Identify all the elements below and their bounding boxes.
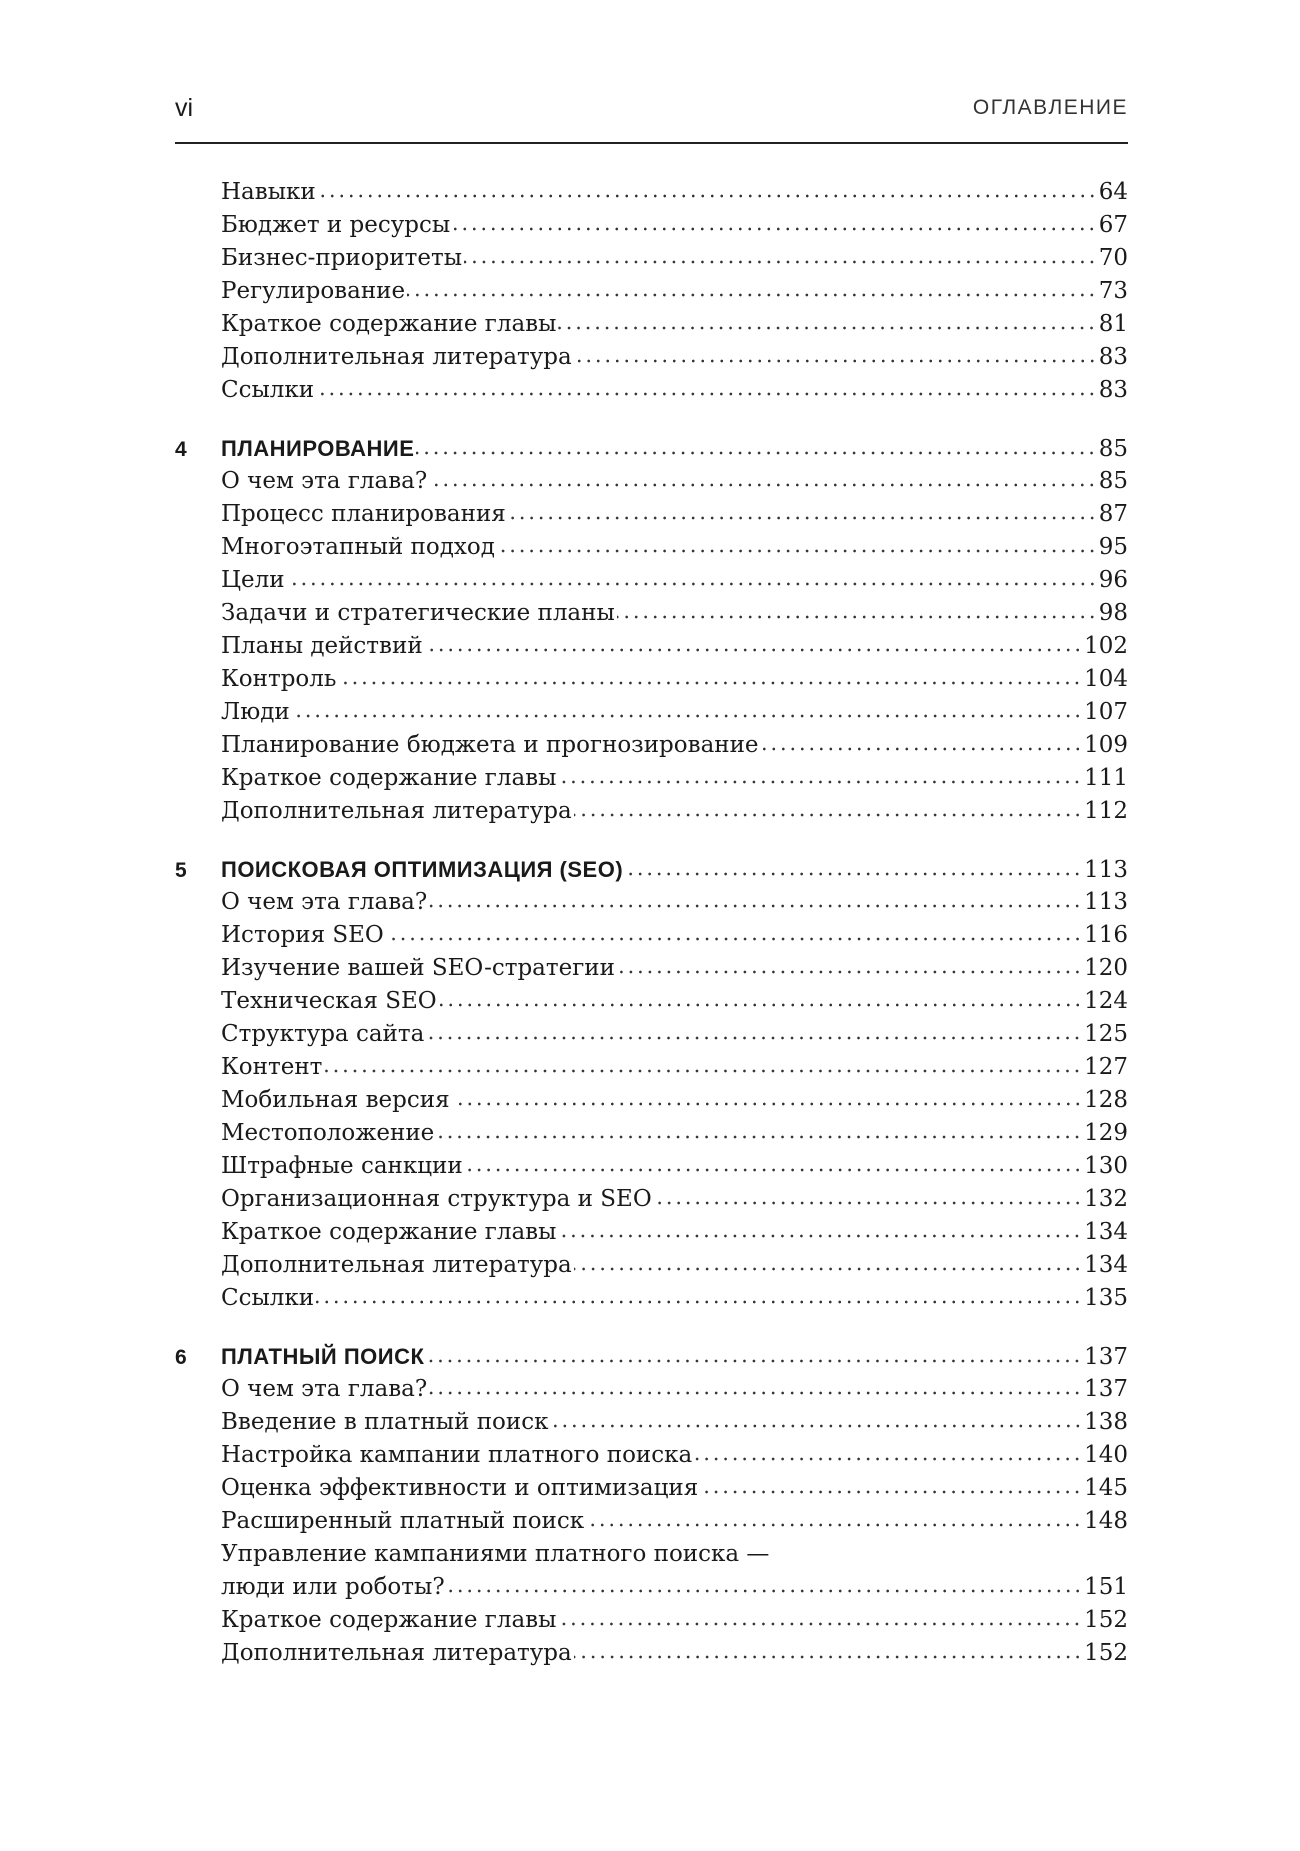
- dot-leader: [318, 194, 1097, 198]
- toc-group: [175, 853, 1128, 1315]
- dot-leader: [508, 516, 1097, 520]
- dot-leader: [464, 260, 1097, 264]
- toc-entry[interactable]: [175, 176, 1128, 209]
- toc-entry[interactable]: [175, 209, 1128, 242]
- toc-group: [175, 1340, 1128, 1670]
- toc-entry[interactable]: [175, 465, 1128, 498]
- entry-title: Дополнительная литература: [221, 344, 572, 370]
- toc-entry[interactable]: [175, 886, 1128, 919]
- dot-leader: [316, 1300, 1082, 1304]
- entry-title: Местоположение: [221, 1120, 435, 1146]
- toc-entry[interactable]: [175, 1084, 1128, 1117]
- entry-title: Люди: [221, 699, 290, 725]
- entry-title: Контент: [221, 1054, 323, 1080]
- dot-leader: [558, 1234, 1082, 1238]
- toc-entry[interactable]: [175, 564, 1128, 597]
- toc-entry[interactable]: [175, 1637, 1128, 1670]
- toc-entry[interactable]: [175, 696, 1128, 729]
- page-number: 73: [1098, 278, 1128, 304]
- page-number: 134: [1084, 1219, 1128, 1245]
- entry-title: Процесс планирования: [221, 501, 506, 527]
- page-number: 107: [1084, 699, 1128, 725]
- entry-title: Введение в платный поиск: [221, 1409, 549, 1435]
- dot-leader: [586, 1523, 1082, 1527]
- dot-leader: [452, 1102, 1083, 1106]
- dot-leader: [574, 1267, 1082, 1271]
- toc-entry[interactable]: [175, 952, 1128, 985]
- dot-leader: [425, 648, 1082, 652]
- dot-leader: [429, 904, 1082, 908]
- dot-leader: [439, 1003, 1083, 1007]
- entry-title: ПЛАНИРОВАНИЕ: [221, 436, 415, 461]
- running-title: ОГЛАВЛЕНИЕ: [972, 96, 1128, 119]
- dot-leader: [558, 1622, 1082, 1626]
- page-number: 135: [1084, 1285, 1128, 1311]
- entry-title: ПЛАТНЫЙ ПОИСК: [221, 1344, 425, 1369]
- toc-entry[interactable]: [175, 374, 1128, 407]
- dot-leader: [574, 813, 1082, 817]
- page-number: 134: [1084, 1252, 1128, 1278]
- chapter-number: 6: [175, 1346, 187, 1369]
- dot-leader: [287, 582, 1097, 586]
- entry-title: Расширенный платный поиск: [221, 1508, 585, 1534]
- page-number: 67: [1098, 212, 1128, 238]
- page-number: 145: [1084, 1475, 1128, 1501]
- toc-entry[interactable]: [175, 729, 1128, 762]
- dot-leader: [386, 937, 1082, 941]
- toc-group: [175, 176, 1128, 407]
- page-header: [175, 94, 1128, 124]
- toc-entry[interactable]: [175, 1117, 1128, 1150]
- entry-title: Краткое содержание главы: [221, 311, 557, 337]
- page-number: 113: [1084, 889, 1128, 915]
- entry-title: Настройка кампании платного поиска: [221, 1442, 693, 1468]
- dot-leader: [436, 1135, 1082, 1139]
- page-number: 138: [1084, 1409, 1128, 1435]
- entry-title: Многоэтапный подход: [221, 534, 495, 560]
- toc-entry[interactable]: [175, 1018, 1128, 1051]
- page-number: 116: [1084, 922, 1128, 948]
- dot-leader: [416, 451, 1096, 455]
- toc-entry[interactable]: [175, 1373, 1128, 1406]
- dot-leader: [654, 1201, 1082, 1205]
- toc-entry[interactable]: [175, 1505, 1128, 1538]
- entry-title: Краткое содержание главы: [221, 1219, 557, 1245]
- chapter-number: 5: [175, 859, 187, 882]
- entry-title: Планирование бюджета и прогнозирование: [221, 732, 759, 758]
- page-number: 152: [1084, 1640, 1128, 1666]
- entry-title: О чем эта глава?: [221, 1376, 428, 1402]
- dot-leader: [574, 359, 1097, 363]
- page-number: 87: [1098, 501, 1128, 527]
- toc-entry[interactable]: [175, 762, 1128, 795]
- page-number: 132: [1084, 1186, 1128, 1212]
- toc-entry[interactable]: [175, 795, 1128, 828]
- entry-title: ПОИСКОВАЯ ОПТИМИЗАЦИЯ (SEO): [221, 857, 624, 882]
- dot-leader: [407, 293, 1097, 297]
- page-number: 137: [1084, 1344, 1128, 1370]
- entry-title: О чем эта глава?: [221, 889, 428, 915]
- dot-leader: [338, 681, 1082, 685]
- entry-title: Регулирование: [221, 278, 406, 304]
- entry-title: Ссылки: [221, 1285, 315, 1311]
- dot-leader: [625, 872, 1082, 876]
- dot-leader: [429, 483, 1097, 487]
- entry-title: Штрафные санкции: [221, 1153, 463, 1179]
- page-number: 70: [1098, 245, 1128, 271]
- toc-entry-line1[interactable]: Управление кампаниями платного поиска —: [221, 1541, 770, 1567]
- toc-entry[interactable]: [175, 1604, 1128, 1637]
- entry-title: Техническая SEO: [221, 988, 437, 1014]
- entry-title: Оценка эффективности и оптимизация: [221, 1475, 699, 1501]
- dot-leader: [429, 1391, 1082, 1395]
- entry-title: Краткое содержание главы: [221, 1607, 557, 1633]
- entry-title: Планы действий: [221, 633, 423, 659]
- page-number: 83: [1098, 344, 1128, 370]
- page-number: 102: [1084, 633, 1128, 659]
- entry-title: Бюджет и ресурсы: [221, 212, 451, 238]
- page-number: 112: [1084, 798, 1128, 824]
- entry-title: О чем эта глава?: [221, 468, 428, 494]
- toc-entry[interactable]: [175, 1406, 1128, 1439]
- page-number: 151: [1084, 1574, 1128, 1600]
- entry-title: Контроль: [221, 666, 337, 692]
- page-number: 128: [1084, 1087, 1128, 1113]
- page-number: 64: [1098, 179, 1128, 205]
- dot-leader: [452, 227, 1097, 231]
- entry-title: Навыки: [221, 179, 316, 205]
- dot-leader: [324, 1069, 1082, 1073]
- page-number: 96: [1098, 567, 1128, 593]
- toc-entry[interactable]: [175, 341, 1128, 374]
- page-number: 130: [1084, 1153, 1128, 1179]
- dot-leader: [574, 1655, 1082, 1659]
- entry-title: люди или роботы?: [221, 1574, 445, 1600]
- page-number: 137: [1084, 1376, 1128, 1402]
- page-number: 125: [1084, 1021, 1128, 1047]
- page-number: 113: [1084, 857, 1128, 883]
- page-number: 85: [1098, 436, 1128, 462]
- page-number: 85: [1098, 468, 1128, 494]
- toc-entry[interactable]: [175, 1571, 1128, 1604]
- dot-leader: [497, 549, 1097, 553]
- toc-entry[interactable]: [175, 1472, 1128, 1505]
- entry-title: Ссылки: [221, 377, 315, 403]
- chapter-number: 4: [175, 438, 187, 461]
- dot-leader: [551, 1424, 1083, 1428]
- entry-title: Бизнес-приоритеты: [221, 245, 463, 271]
- entry-title: Дополнительная литература: [221, 1252, 572, 1278]
- toc-entry[interactable]: [175, 308, 1128, 341]
- dot-leader: [617, 970, 1082, 974]
- chapter-heading[interactable]: [175, 432, 1128, 465]
- page-number: 124: [1084, 988, 1128, 1014]
- page-number: 140: [1084, 1442, 1128, 1468]
- entry-title: Дополнительная литература: [221, 1640, 572, 1666]
- toc-entry[interactable]: [175, 531, 1128, 564]
- dot-leader: [292, 714, 1082, 718]
- page-number: 129: [1084, 1120, 1128, 1146]
- page-number: 98: [1098, 600, 1128, 626]
- entry-title: Дополнительная литература: [221, 798, 572, 824]
- page-number: 127: [1084, 1054, 1128, 1080]
- header-rule: [175, 142, 1128, 144]
- page-number: vi: [175, 94, 194, 122]
- page-number: 148: [1084, 1508, 1128, 1534]
- dot-leader: [761, 747, 1083, 751]
- page-number: 104: [1084, 666, 1128, 692]
- entry-title: История SEO: [221, 922, 384, 948]
- toc-entry[interactable]: [175, 1216, 1128, 1249]
- toc-entry[interactable]: [175, 597, 1128, 630]
- toc-entry[interactable]: [175, 1051, 1128, 1084]
- toc-entry[interactable]: [175, 1282, 1128, 1315]
- page-number: 81: [1098, 311, 1128, 337]
- table-of-contents: [175, 176, 1128, 1695]
- toc-entry[interactable]: [175, 1150, 1128, 1183]
- entry-title: Задачи и стратегические планы: [221, 600, 615, 626]
- dot-leader: [700, 1490, 1082, 1494]
- dot-leader: [426, 1359, 1082, 1363]
- page-number: 95: [1098, 534, 1128, 560]
- entry-title: Изучение вашей SEO-стратегии: [221, 955, 615, 981]
- entry-title: Структура сайта: [221, 1021, 425, 1047]
- entry-title: Цели: [221, 567, 285, 593]
- toc-entry[interactable]: [175, 663, 1128, 696]
- toc-entry[interactable]: [175, 1183, 1128, 1216]
- dot-leader: [558, 326, 1096, 330]
- dot-leader: [694, 1457, 1082, 1461]
- dot-leader: [617, 615, 1097, 619]
- page-number: 111: [1084, 765, 1128, 791]
- toc-entry[interactable]: [175, 1249, 1128, 1282]
- toc-entry[interactable]: [175, 1439, 1128, 1472]
- toc-entry[interactable]: [175, 498, 1128, 531]
- entry-title: Организационная структура и SEO: [221, 1186, 652, 1212]
- toc-group: [175, 432, 1128, 828]
- dot-leader: [465, 1168, 1082, 1172]
- toc-entry[interactable]: [175, 242, 1128, 275]
- page-number: 120: [1084, 955, 1128, 981]
- toc-entry[interactable]: [175, 985, 1128, 1018]
- dot-leader: [447, 1589, 1082, 1593]
- toc-entry[interactable]: [175, 919, 1128, 952]
- toc-entry[interactable]: [175, 275, 1128, 308]
- entry-title: Краткое содержание главы: [221, 765, 557, 791]
- entry-title: Мобильная версия: [221, 1087, 450, 1113]
- dot-leader: [426, 1036, 1082, 1040]
- dot-leader: [558, 780, 1082, 784]
- chapter-heading[interactable]: [175, 1340, 1128, 1373]
- page-number: 109: [1084, 732, 1128, 758]
- chapter-heading[interactable]: [175, 853, 1128, 886]
- page-number: 152: [1084, 1607, 1128, 1633]
- toc-entry[interactable]: [175, 630, 1128, 663]
- page-number: 83: [1098, 377, 1128, 403]
- dot-leader: [316, 392, 1097, 396]
